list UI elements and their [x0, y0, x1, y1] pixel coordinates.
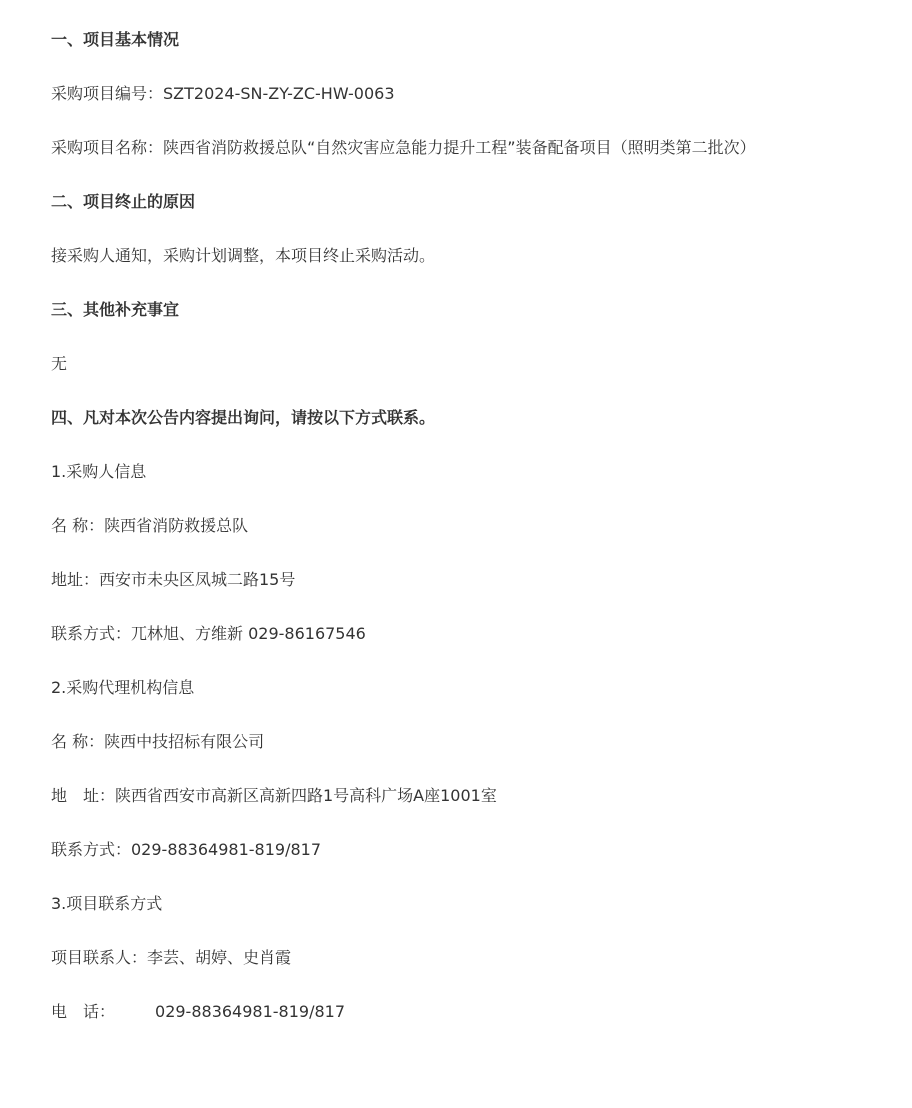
project-contact-title: 3.项目联系方式	[51, 894, 163, 913]
project-contact-phone	[51, 1000, 345, 1024]
section-heading-basic-info: 一、项目基本情况	[51, 30, 180, 49]
purchaser-address: 地址：西安市未央区凤城二路15号	[51, 570, 296, 589]
purchaser-title: 1.采购人信息	[51, 462, 147, 481]
section-heading-termination-reason: 二、项目终止的原因	[51, 192, 196, 211]
project-contact-persons: 项目联系人：李芸、胡婷、史肖霞	[51, 948, 292, 967]
phone-label: 电 话：	[51, 1002, 116, 1021]
agency-address: 地 址：陕西省西安市高新区高新四路1号高科广场A座1001室	[51, 786, 497, 805]
agency-name: 名 称：陕西中技招标有限公司	[51, 732, 265, 751]
phone-value: 029-88364981-819/817	[155, 1002, 346, 1021]
purchaser-name: 名 称：陕西省消防救援总队	[51, 516, 249, 535]
section-heading-other-matters: 三、其他补充事宜	[51, 300, 180, 319]
project-number: 采购项目编号：SZT2024-SN-ZY-ZC-HW-0063	[51, 84, 395, 103]
purchaser-contact: 联系方式：兀林旭、方维新 029-86167546	[51, 624, 366, 643]
other-matters-text: 无	[51, 354, 68, 373]
project-name: 采购项目名称：陕西省消防救援总队“自然灾害应急能力提升工程”装备配备项目（照明类第二批次）	[51, 138, 756, 157]
agency-contact: 联系方式：029-88364981-819/817	[51, 840, 321, 859]
agency-title: 2.采购代理机构信息	[51, 678, 195, 697]
section-heading-contact: 四、凡对本次公告内容提出询问，请按以下方式联系。	[51, 408, 436, 427]
termination-reason-text: 接采购人通知，采购计划调整，本项目终止采购活动。	[51, 246, 436, 265]
